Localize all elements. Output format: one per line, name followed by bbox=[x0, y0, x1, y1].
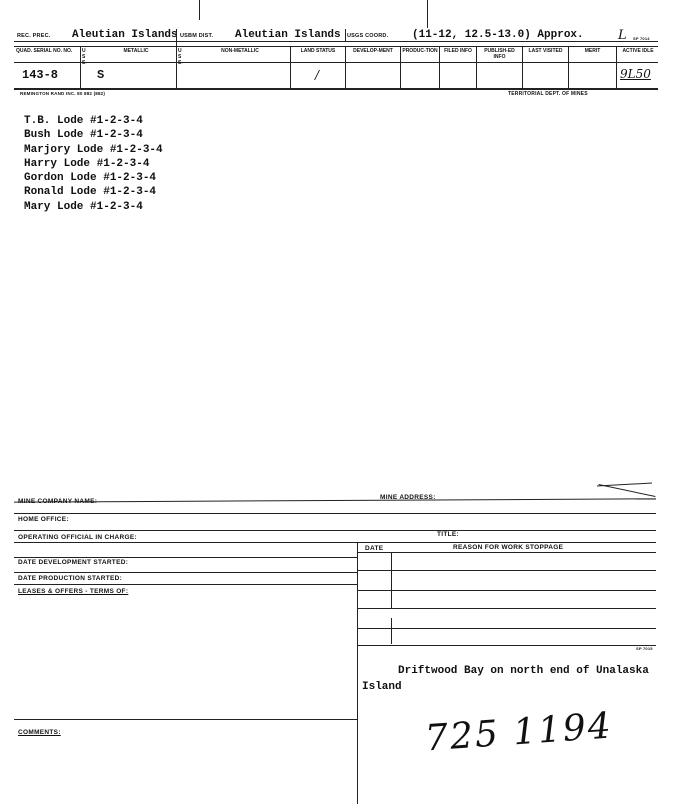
leases-label: LEASES & OFFERS - TERMS OF: bbox=[18, 588, 129, 595]
form-number-2: SP 7015 bbox=[636, 646, 653, 651]
col-last-visited: LAST VISITED bbox=[528, 48, 563, 54]
col-land-status: LAND STATUS bbox=[300, 48, 336, 54]
col-merit: MERIT bbox=[584, 48, 601, 54]
col-published-info: PUBLISH-ED INFO bbox=[484, 48, 515, 60]
col-nonmetallic: NON-METALLIC bbox=[221, 48, 259, 54]
usbm-dist-value: Aleutian Islands bbox=[235, 29, 341, 41]
printer-footer: REMINGTON RAND INC. 80 882 (882) bbox=[20, 91, 106, 96]
date-production-label: DATE PRODUCTION STARTED: bbox=[18, 575, 123, 582]
rec-prec-value: Aleutian Islands bbox=[72, 29, 178, 41]
col-filed-info: FILED INFO bbox=[444, 48, 472, 54]
handwritten-number: 725 1194 bbox=[423, 705, 614, 760]
home-office-label: HOME OFFICE: bbox=[18, 516, 69, 523]
col-metallic: METALLIC bbox=[123, 48, 149, 54]
fold-mark bbox=[427, 0, 428, 28]
col-active-idle: ACTIVE IDLE bbox=[622, 48, 654, 54]
operating-official-label: OPERATING OFFICIAL IN CHARGE: bbox=[18, 534, 137, 541]
quad-serial-value: 143-8 bbox=[22, 68, 59, 82]
usgs-coord-label: USGS COORD. bbox=[347, 33, 389, 39]
lode-item: Marjory Lode #1-2-3-4 bbox=[24, 143, 163, 156]
comments-label: COMMENTS: bbox=[18, 729, 61, 736]
lode-item: T.B. Lode #1-2-3-4 bbox=[24, 115, 143, 127]
lode-item: Mary Lode #1-2-3-4 bbox=[24, 200, 143, 213]
date-column-label: DATE bbox=[365, 545, 384, 552]
mine-address-label: MINE ADDRESS: bbox=[380, 494, 436, 501]
col-development: DEVELOP-MENT bbox=[353, 48, 393, 54]
corner-mark: L bbox=[618, 28, 627, 43]
header-rule bbox=[14, 88, 658, 90]
col-quad-serial: QUAD. SERIAL NO. NO. bbox=[16, 48, 73, 54]
form-number: SP 7014 bbox=[633, 36, 650, 41]
lode-item: Ronald Lode #1-2-3-4 bbox=[24, 186, 157, 199]
active-idle-value: 9L50 bbox=[620, 67, 651, 81]
col-us-metallic: U S S- bbox=[82, 48, 87, 66]
date-development-label: DATE DEVELOPMENT STARTED: bbox=[18, 559, 129, 566]
lode-item: Bush Lode #1-2-3-4 bbox=[24, 129, 143, 142]
fold-mark bbox=[199, 0, 200, 20]
col-us-nonmetallic: U S S- bbox=[178, 48, 183, 66]
reason-column-label: REASON FOR WORK STOPPAGE bbox=[453, 544, 564, 551]
rec-prec-label: REC. PREC. bbox=[17, 33, 51, 39]
location-note: Driftwood Bay on north end of Unalaska Island bbox=[362, 665, 649, 693]
title-label: TITLE: bbox=[437, 531, 460, 538]
lode-item: Harry Lode #1-2-3-4 bbox=[24, 157, 150, 170]
usbm-dist-label: USBM DIST. bbox=[180, 33, 214, 39]
lode-item: Gordon Lode #1-2-3-4 bbox=[24, 172, 157, 185]
lode-list bbox=[24, 114, 163, 214]
col-production: PRODUC-TION bbox=[402, 48, 438, 54]
department-footer: TERRITORIAL DEPT. OF MINES bbox=[508, 91, 588, 97]
usgs-coord-value: (11-12, 12.5-13.0) Approx. bbox=[412, 29, 584, 41]
header-rule bbox=[14, 46, 658, 47]
header-rule bbox=[14, 41, 658, 42]
metallic-code-value: S bbox=[97, 68, 105, 82]
mine-company-name-label: MINE COMPANY NAME: bbox=[18, 498, 98, 505]
land-status-value: / bbox=[315, 68, 320, 82]
header-rule bbox=[14, 62, 658, 63]
